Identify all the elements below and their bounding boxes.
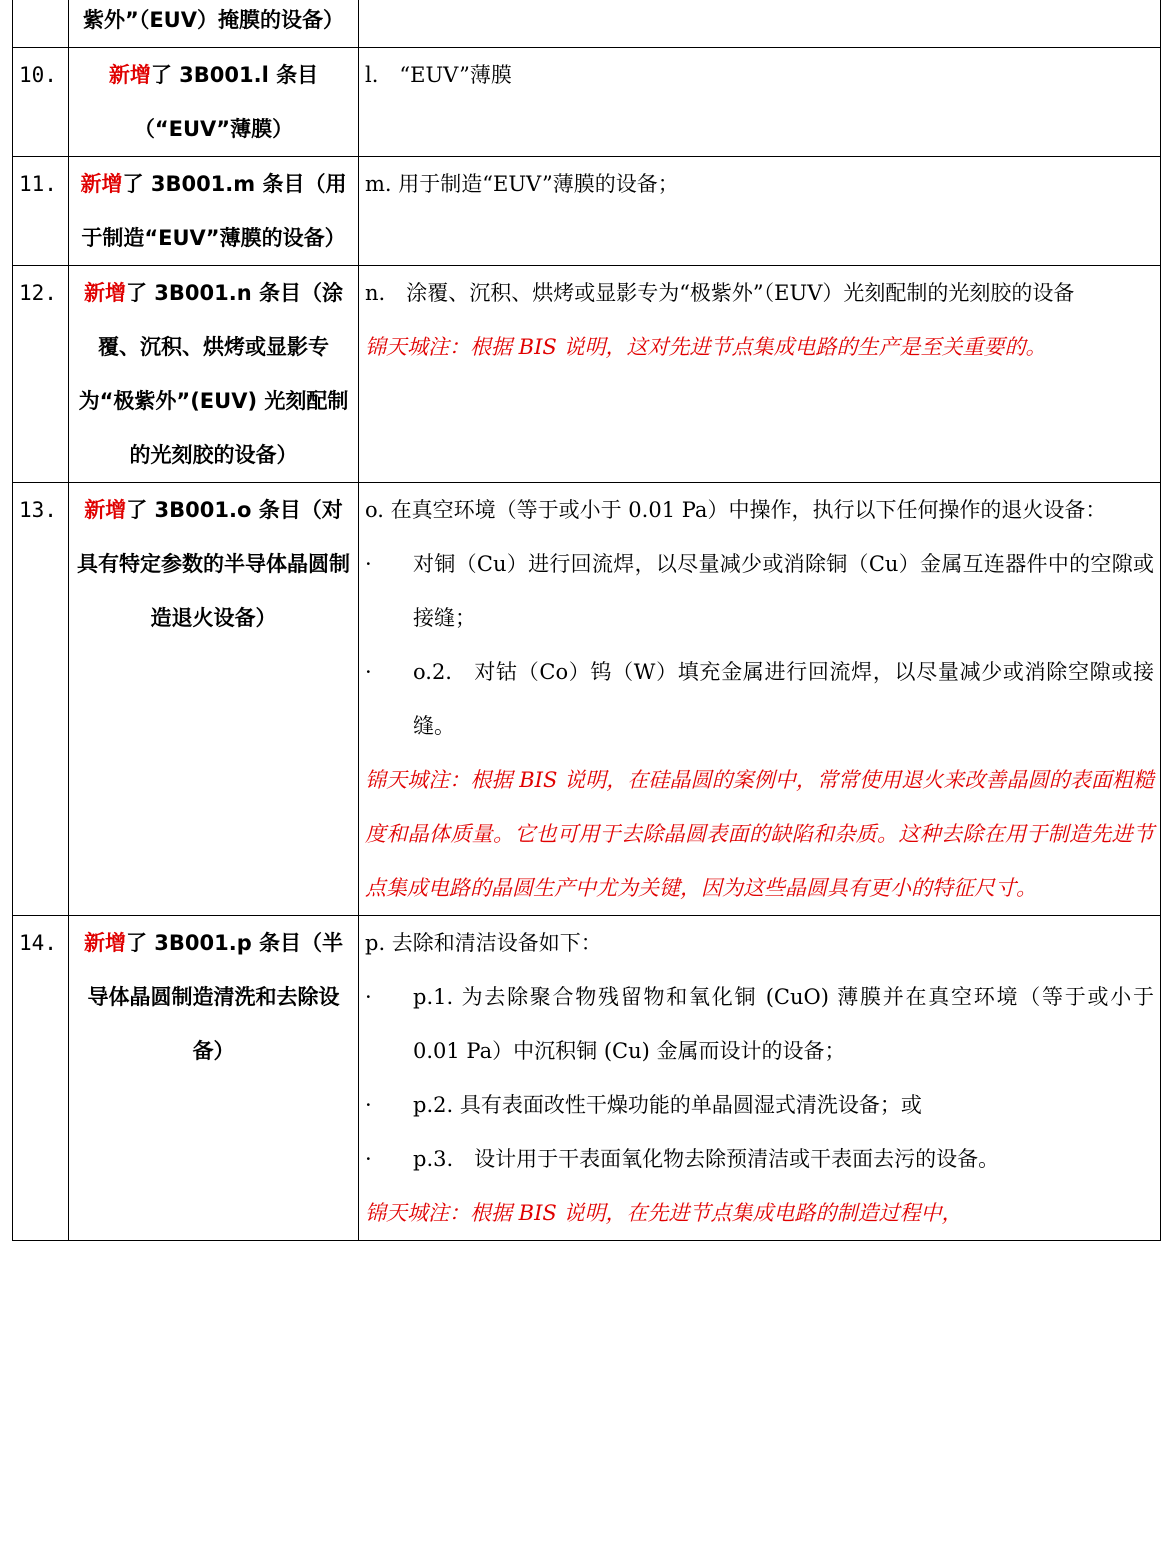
table-row xyxy=(13,0,1161,48)
item-title-cell xyxy=(69,483,359,916)
bullet-item xyxy=(365,1078,1154,1132)
commentary-note: 锦天城注：根据 BIS 说明，这对先进节点集成电路的生产是至关重要的。 xyxy=(365,335,1047,359)
row-number: 12. xyxy=(13,266,69,483)
row-number: 13. xyxy=(13,483,69,916)
bullet-dot-icon: · xyxy=(365,660,372,684)
new-added-label: 新增 xyxy=(84,498,127,522)
bullet-text: p.1. 为去除聚合物残留物和氧化铜 (CuO) 薄膜并在真空环境（等于或小于 0.01 Pa）中沉积铜 (Cu) 金属而设计的设备； xyxy=(413,985,1154,1063)
item-content-text: m. 用于制造“EUV”薄膜的设备； xyxy=(365,172,679,196)
new-added-label: 新增 xyxy=(108,63,151,87)
table-row xyxy=(13,916,1161,1241)
item-title-text: 紫外”（EUV）掩膜的设备） xyxy=(83,8,344,32)
new-added-label: 新增 xyxy=(83,281,126,305)
bullet-dot-icon: · xyxy=(365,552,372,576)
item-content-text: o. 在真空环境（等于或小于 0.01 Pa）中操作，执行以下任何操作的退火设备： xyxy=(365,498,1107,522)
table-row xyxy=(13,157,1161,266)
bullet-dot-icon: · xyxy=(365,1093,372,1117)
item-content-cell xyxy=(359,266,1161,483)
item-content-cell xyxy=(359,483,1161,916)
bullet-item xyxy=(365,1132,1154,1186)
table-row xyxy=(13,266,1161,483)
item-content-cell xyxy=(359,0,1161,48)
item-content-cell xyxy=(359,916,1161,1241)
new-added-label: 新增 xyxy=(80,172,123,196)
item-title-text: 了 3B001.l 条目（“EUV”薄膜） xyxy=(133,63,319,141)
table-row xyxy=(13,483,1161,916)
item-title-cell xyxy=(69,0,359,48)
bullet-dot-icon: · xyxy=(365,1147,372,1171)
bullet-text: p.2. 具有表面改性干燥功能的单晶圆湿式清洗设备；或 xyxy=(413,1093,922,1117)
bullet-item xyxy=(365,970,1154,1078)
item-title-text: 了 3B001.p 条目（半导体晶圆制造清洗和去除设备） xyxy=(87,931,344,1063)
commentary-note: 锦天城注：根据 BIS 说明，在先进节点集成电路的制造过程中， xyxy=(365,1201,963,1225)
bullet-item xyxy=(365,537,1154,645)
item-content-text: l. “EUV”薄膜 xyxy=(365,63,512,87)
item-title-text: 了 3B001.o 条目（对具有特定参数的半导体晶圆制造退火设备） xyxy=(77,498,350,630)
row-number: 14. xyxy=(13,916,69,1241)
bullet-text: o.2. 对钴（Co）钨（W）填充金属进行回流焊，以尽量减少或消除空隙或接缝。 xyxy=(413,660,1154,738)
bullet-text: 对铜（Cu）进行回流焊，以尽量减少或消除铜（Cu）金属互连器件中的空隙或接缝； xyxy=(413,552,1154,630)
row-number: 11. xyxy=(13,157,69,266)
table-row xyxy=(13,48,1161,157)
new-added-label: 新增 xyxy=(83,931,126,955)
item-title-cell xyxy=(69,266,359,483)
item-content-cell xyxy=(359,48,1161,157)
item-content-cell xyxy=(359,157,1161,266)
item-content-text: p. 去除和清洁设备如下： xyxy=(365,931,602,955)
commentary-note: 锦天城注：根据 BIS 说明，在硅晶圆的案例中，常常使用退火来改善晶圆的表面粗糙度和晶体质量。它也可用于去除晶圆表面的缺陷和杂质。这种去除在用于制造先进节点集成电路的晶圆生产中尤为关键，因为这些晶圆具有更小的特征尺寸。 xyxy=(365,768,1154,900)
item-title-cell xyxy=(69,48,359,157)
bullet-text: p.3. 设计用于干表面氧化物去除预清洁或干表面去污的设备。 xyxy=(413,1147,1000,1171)
item-title-cell xyxy=(69,157,359,266)
item-title-text: 了 3B001.n 条目（涂覆、沉积、烘烤或显影专为“极紫外”(EUV) 光刻配制的光刻胶的设备） xyxy=(78,281,349,467)
item-title-text: 了 3B001.m 条目（用于制造“EUV”薄膜的设备） xyxy=(81,172,347,250)
item-content-text: n. 涂覆、沉积、烘烤或显影专为“极紫外”（EUV）光刻配制的光刻胶的设备 xyxy=(365,281,1075,305)
row-number xyxy=(13,0,69,48)
bullet-item xyxy=(365,645,1154,753)
regulation-changes-table xyxy=(12,0,1161,1241)
item-title-cell xyxy=(69,916,359,1241)
row-number: 10. xyxy=(13,48,69,157)
bullet-dot-icon: · xyxy=(365,985,372,1009)
